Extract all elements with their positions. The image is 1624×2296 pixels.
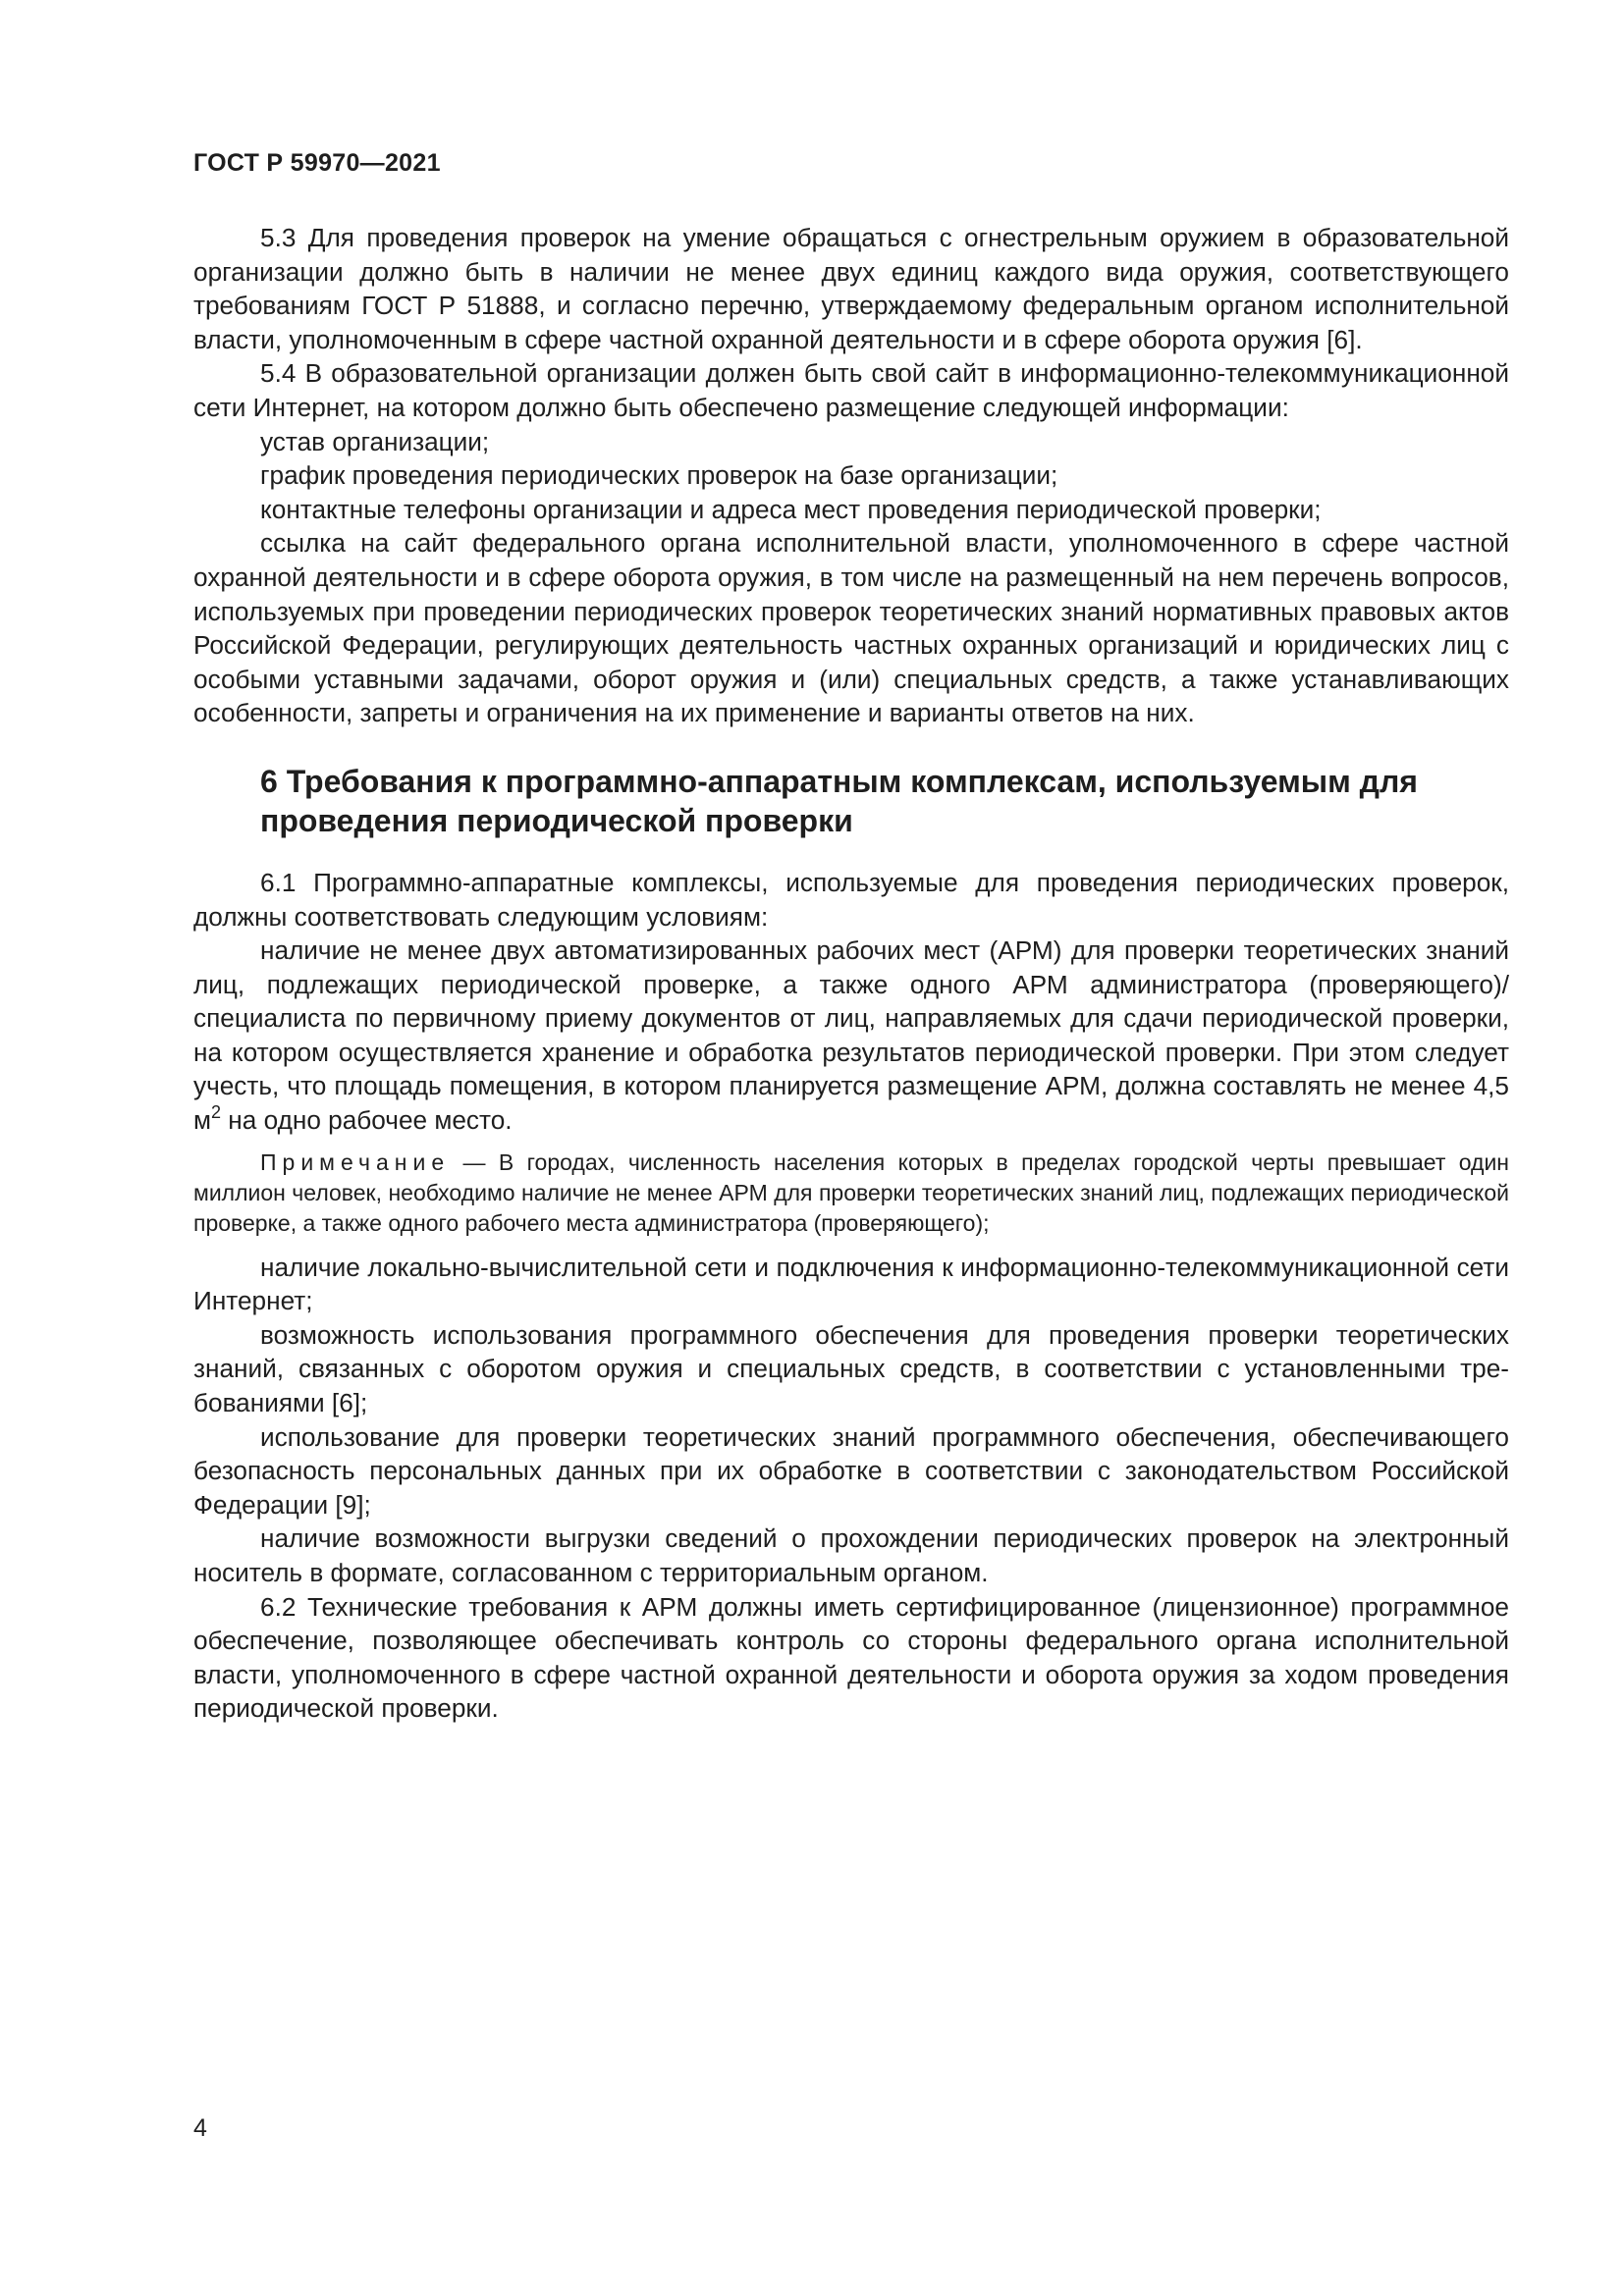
document-header: ГОСТ Р 59970—2021 (193, 149, 441, 177)
list-item: устав организации; (260, 426, 490, 456)
list-item: возможность использования программного обеспечения для проведения проверки теоретических знаний, связанных с оборотом оружия и специальных средств, в соответствии с установленными требованиями [6]; (193, 1319, 1509, 1418)
section-6-heading: 6 Требования к программно-аппаратным комплексам, используемым для проведения периодической проверки (260, 763, 1418, 838)
list-item: наличие локально-вычислительной сети и подключения к информационно-телекоммуникационной сети Интернет; (193, 1252, 1509, 1316)
note (193, 1148, 1509, 1239)
list-item: ссылка на сайт федерального органа исполнительной власти, уполномоченного в сфере частной охранной деятельности и в сфере оборота оружия, в том числе на размещенный на нем перечень вопросов, используемых при проведении периодических проверок теоретических знаний нормативных правовых актов Российской Федерации, регулирующих деятельность частных охранных организаций и юридических лиц с особыми уставными задачами, оборот оружия и (или) специальных средств, а также устанавливающих особенности, запреты и ограничения на их применение и варианты ответов на них. (193, 528, 1509, 728)
note-label: Примечание (260, 1148, 451, 1175)
list-item-arm-text: наличие не менее двух автоматизированных рабочих мест (АРМ) для проверки теоретических знаний лиц, подлежащих периодической проверке, а также одного АРМ администратора (проверяющего)/специалиста по первичному приему документов от лиц, направляемых для сдачи периодической проверки, на котором осуществляется хранение и обработка результатов периодической проверки. При этом следует учесть, что площадь помещения, в котором планируется размещение АРМ, должна составлять не менее 4,5 м (193, 935, 1509, 1136)
list-item-arm-tail: на одно рабочее место. (221, 1105, 513, 1136)
document-body (193, 221, 1509, 1726)
list-item: контактные телефоны организации и адреса мест проведения периодической проверки; (260, 494, 1322, 524)
list-item: наличие возможности выгрузки сведений о прохождении периодических проверок на электронный носитель в формате, согласованном с территориальным органом. (193, 1523, 1509, 1587)
paragraph-6-2: 6.2 Технические требования к АРМ должны иметь сертифицированное (лицензионное) программное обеспечение, позволяющее обеспечивать контроль со стороны федерального органа исполнительной власти, уполномоченного в сфере частной охранной деятельности и оборота оружия за ходом проведения периодической проверки. (193, 1591, 1509, 1724)
list-item-arm (193, 934, 1509, 1138)
paragraph-5-4: 5.4 В образовательной организации должен быть свой сайт в информационно-телекоммуникационной сети Интернет, на котором должно быть обеспечено размещение следующей информации: (193, 358, 1509, 422)
paragraph-5-3: 5.3 Для проведения проверок на умение обращаться с огнестрельным оружием в образовательной организации должно быть в наличии не менее двух единиц каждого вида оружия, соответствующего требованиям ГОСТ Р 51888, и согласно перечню, утверждаемому федеральным органом исполнительной власти, уполномоченным в сфере частной охранной деятельности и в сфере оборота оружия [6]. (193, 223, 1509, 354)
paragraph-6-1: 6.1 Программно-аппаратные комплексы, используемые для проведения периодических проверок, должны соответствовать следующим условиям: (193, 867, 1509, 932)
note-text: — В городах, численность населения которых в пределах городской черты превышает один миллион человек, необходимо наличие не менее АРМ для проверки теоретических знаний лиц, подлежащих периодической проверке, а также одного рабочего места администратора (проверяющего); (193, 1148, 1509, 1236)
list-item: использование для проверки теоретических знаний программного обеспечения, обеспечивающего безопасность персональных данных при их обработке в соответствии с законодательством Российской Федерации [9]; (193, 1421, 1509, 1520)
page-number: 4 (193, 2114, 207, 2142)
superscript-2: 2 (211, 1102, 222, 1123)
list-item: график проведения периодических проверок на базе организации; (260, 460, 1058, 491)
